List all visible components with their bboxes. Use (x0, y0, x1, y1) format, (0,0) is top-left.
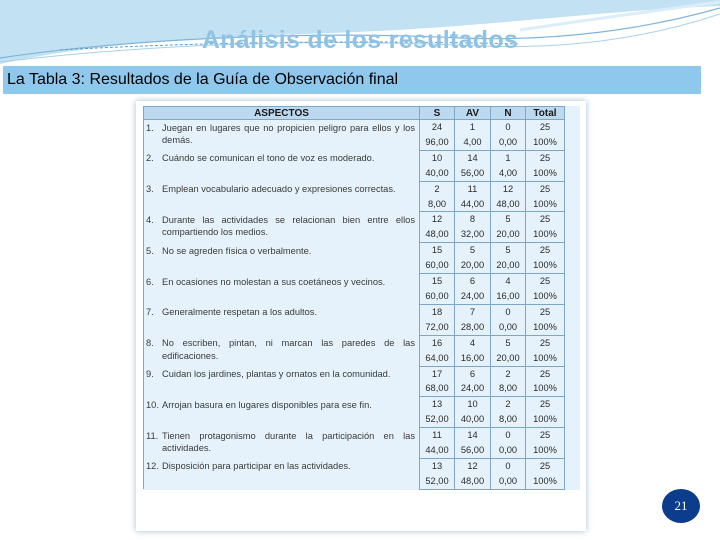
percent-cell: 100% (526, 227, 565, 242)
percent-cell: 48,00 (420, 227, 455, 242)
percent-cell: 24,00 (455, 381, 491, 396)
count-cell: 25 (526, 274, 565, 289)
table-row-counts (144, 335, 565, 350)
page-number-badge: 21 (662, 489, 700, 523)
count-cell: 12 (491, 181, 526, 196)
aspect-text: Cuándo se comunican el tono de voz es moderado. (162, 153, 375, 164)
count-cell: 13 (420, 397, 455, 412)
count-cell: 25 (526, 428, 565, 443)
percent-cell: 100% (526, 197, 565, 212)
count-cell: 16 (420, 335, 455, 350)
count-cell: 14 (455, 428, 491, 443)
table-row-counts (144, 397, 565, 412)
percent-cell: 0,00 (491, 320, 526, 335)
aspect-text: Arrojan basura en lugares disponibles para ese fin. (162, 399, 372, 410)
count-cell: 5 (491, 212, 526, 227)
percent-cell: 100% (526, 443, 565, 458)
table-header-row (144, 107, 565, 120)
count-cell: 18 (420, 304, 455, 319)
percent-cell: 68,00 (420, 381, 455, 396)
percent-cell: 16,00 (455, 351, 491, 366)
percent-cell: 8,00 (420, 197, 455, 212)
column-header-total: Total (526, 107, 565, 120)
percent-cell: 48,00 (491, 197, 526, 212)
count-cell: 13 (420, 458, 455, 473)
count-cell: 2 (491, 366, 526, 381)
percent-cell: 100% (526, 289, 565, 304)
count-cell: 25 (526, 150, 565, 165)
aspect-text: Cuidan los jardines, plantas y ornatos en la comunidad. (162, 369, 391, 379)
column-header-n: N (491, 107, 526, 120)
column-header-aspectos: ASPECTOS (144, 107, 420, 120)
count-cell: 11 (420, 428, 455, 443)
table-row-counts (144, 304, 565, 319)
aspect-number: 2. (146, 153, 154, 164)
aspect-text: Generalmente respetan a los adultos. (162, 307, 318, 318)
percent-cell: 0,00 (491, 474, 526, 489)
table-row-counts (144, 274, 565, 289)
percent-cell: 44,00 (420, 443, 455, 458)
count-cell: 0 (491, 428, 526, 443)
percent-cell: 32,00 (455, 227, 491, 242)
percent-cell: 20,00 (491, 351, 526, 366)
percent-cell: 20,00 (491, 258, 526, 273)
percent-cell: 4,00 (455, 135, 491, 150)
aspect-number: 5. (146, 245, 154, 256)
count-cell: 0 (491, 458, 526, 473)
count-cell: 15 (420, 243, 455, 258)
percent-cell: 8,00 (491, 381, 526, 396)
percent-cell: 48,00 (455, 474, 491, 489)
table-row-counts (144, 212, 565, 227)
count-cell: 17 (420, 366, 455, 381)
count-cell: 25 (526, 120, 565, 135)
aspect-number: 3. (146, 184, 154, 195)
percent-cell: 100% (526, 474, 565, 489)
percent-cell: 24,00 (455, 289, 491, 304)
aspect-text: En ocasiones no molestan a sus coetáneos y vecinos. (162, 276, 386, 287)
column-header-s: S (420, 107, 455, 120)
results-table-container (143, 106, 580, 490)
count-cell: 12 (455, 458, 491, 473)
results-table (143, 106, 565, 490)
aspect-number: 7. (146, 307, 154, 318)
aspect-cell (144, 366, 420, 397)
count-cell: 7 (455, 304, 491, 319)
percent-cell: 100% (526, 381, 565, 396)
count-cell: 10 (455, 397, 491, 412)
percent-cell: 100% (526, 166, 565, 181)
aspect-number: 8. (146, 338, 154, 349)
count-cell: 5 (455, 243, 491, 258)
aspect-text: Durante las actividades se relacionan bien entre ellos compartiendo los medios. (162, 214, 415, 238)
count-cell: 2 (420, 181, 455, 196)
aspect-number: 1. (146, 123, 154, 133)
percent-cell: 4,00 (491, 166, 526, 181)
count-cell: 25 (526, 458, 565, 473)
table-row-counts (144, 243, 565, 258)
aspect-text: Tienen protagonismo durante la participación en las actividades. (162, 430, 415, 454)
percent-cell: 56,00 (455, 166, 491, 181)
count-cell: 1 (455, 120, 491, 135)
aspect-cell (144, 428, 420, 459)
count-cell: 11 (455, 181, 491, 196)
percent-cell: 8,00 (491, 412, 526, 427)
aspect-number: 4. (146, 214, 154, 225)
percent-cell: 44,00 (455, 197, 491, 212)
aspect-text: No escriben, pintan, ni marcan las paredes de las edificaciones. (162, 338, 415, 361)
percent-cell: 0,00 (491, 443, 526, 458)
count-cell: 25 (526, 212, 565, 227)
count-cell: 1 (491, 150, 526, 165)
aspect-cell (144, 181, 420, 212)
aspect-number: 10. (146, 399, 159, 410)
count-cell: 25 (526, 243, 565, 258)
aspect-number: 9. (146, 369, 154, 379)
table-row-counts (144, 428, 565, 443)
percent-cell: 56,00 (455, 443, 491, 458)
table-row-counts (144, 366, 565, 381)
aspect-cell (144, 458, 420, 489)
aspect-cell (144, 150, 420, 181)
count-cell: 25 (526, 181, 565, 196)
percent-cell: 100% (526, 412, 565, 427)
percent-cell: 16,00 (491, 289, 526, 304)
count-cell: 24 (420, 120, 455, 135)
percent-cell: 52,00 (420, 474, 455, 489)
table-image-frame (136, 101, 586, 531)
count-cell: 25 (526, 304, 565, 319)
aspect-cell (144, 397, 420, 428)
count-cell: 2 (491, 397, 526, 412)
aspect-cell (144, 212, 420, 243)
count-cell: 0 (491, 120, 526, 135)
count-cell: 4 (455, 335, 491, 350)
count-cell: 12 (420, 212, 455, 227)
aspect-text: Disposición para participar en las actividades. (162, 461, 351, 472)
aspect-cell (144, 243, 420, 274)
percent-cell: 60,00 (420, 289, 455, 304)
count-cell: 5 (491, 335, 526, 350)
table-row-counts (144, 150, 565, 165)
count-cell: 8 (455, 212, 491, 227)
aspect-text: Juegan en lugares que no propicien peligro para ellos y los demás. (162, 123, 415, 146)
aspect-cell (144, 304, 420, 335)
percent-cell: 72,00 (420, 320, 455, 335)
percent-cell: 96,00 (420, 135, 455, 150)
aspect-number: 6. (146, 276, 154, 287)
aspect-number: 11. (146, 430, 159, 441)
count-cell: 10 (420, 150, 455, 165)
table-row-counts (144, 458, 565, 473)
percent-cell: 52,00 (420, 412, 455, 427)
aspect-cell (144, 120, 420, 151)
percent-cell: 100% (526, 258, 565, 273)
subtitle-bar (3, 66, 701, 94)
count-cell: 0 (491, 304, 526, 319)
count-cell: 15 (420, 274, 455, 289)
count-cell: 25 (526, 397, 565, 412)
percent-cell: 20,00 (491, 227, 526, 242)
column-header-av: AV (455, 107, 491, 120)
aspect-cell (144, 274, 420, 305)
count-cell: 6 (455, 366, 491, 381)
percent-cell: 28,00 (455, 320, 491, 335)
table-body (144, 120, 565, 490)
percent-cell: 40,00 (420, 166, 455, 181)
percent-cell: 0,00 (491, 135, 526, 150)
aspect-cell (144, 335, 420, 366)
percent-cell: 40,00 (455, 412, 491, 427)
count-cell: 25 (526, 335, 565, 350)
percent-cell: 100% (526, 320, 565, 335)
aspect-number: 12. (146, 461, 159, 472)
aspect-text: No se agreden física o verbalmente. (162, 245, 312, 256)
count-cell: 25 (526, 366, 565, 381)
table-row-counts (144, 120, 565, 135)
slide-title: Análisis de los resultados (201, 26, 519, 54)
percent-cell: 60,00 (420, 258, 455, 273)
percent-cell: 20,00 (455, 258, 491, 273)
count-cell: 6 (455, 274, 491, 289)
percent-cell: 64,00 (420, 351, 455, 366)
count-cell: 5 (491, 243, 526, 258)
aspect-text: Emplean vocabulario adecuado y expresiones correctas. (162, 184, 396, 195)
count-cell: 4 (491, 274, 526, 289)
count-cell: 14 (455, 150, 491, 165)
percent-cell: 100% (526, 351, 565, 366)
table-row-counts (144, 181, 565, 196)
percent-cell: 100% (526, 135, 565, 150)
table-caption: La Tabla 3: Resultados de la Guía de Observación final (7, 71, 399, 88)
